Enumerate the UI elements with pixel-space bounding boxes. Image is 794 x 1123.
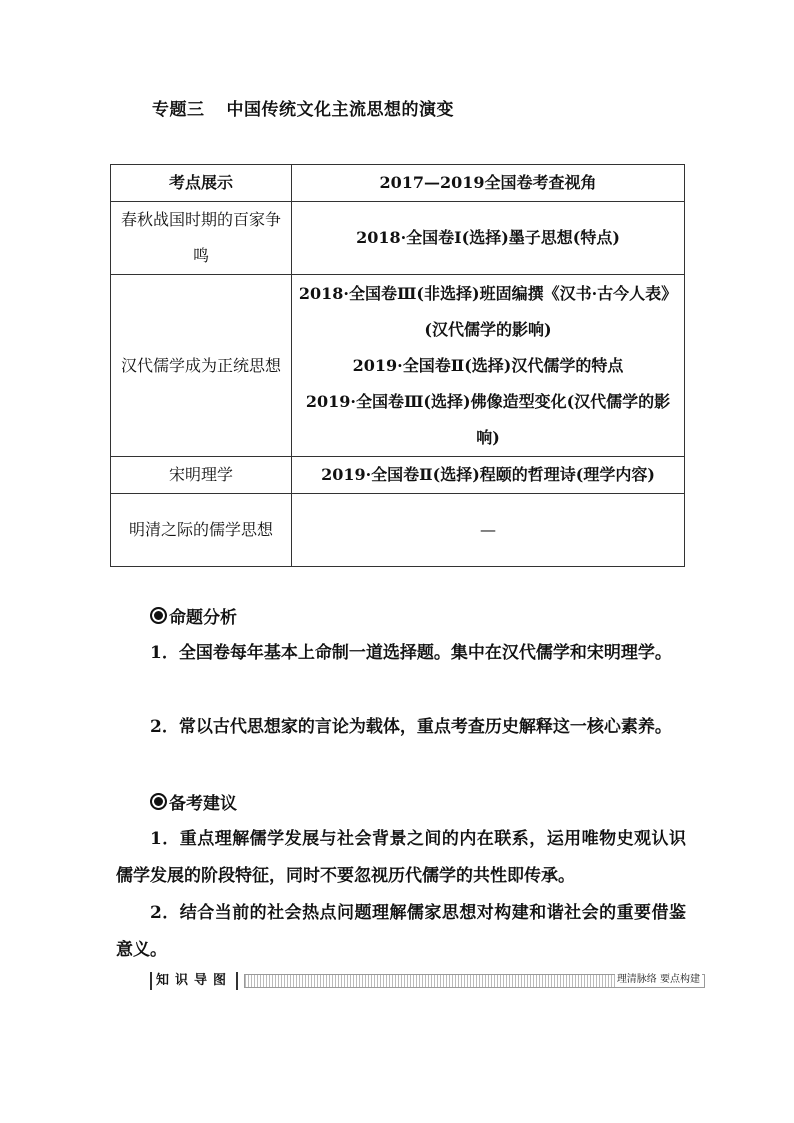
table-cell-detail: — (292, 494, 685, 567)
page-title (152, 95, 454, 120)
section-bar-subtitle: 理清脉络 要点构建 (616, 974, 700, 985)
table-row (111, 457, 685, 494)
advice-paragraph-2: 2．结合当前的社会热点问题理解儒家思想对构建和谐社会的重要借鉴意义。 (116, 903, 686, 960)
analysis-heading-text: 命题分析 (169, 608, 237, 628)
advice-heading-text: 备考建议 (169, 794, 237, 814)
detail-line: 2019·全国卷Ⅱ(选择)汉代儒学的特点 (352, 355, 624, 375)
advice-heading (150, 789, 237, 814)
analysis-paragraph-1: 1．全国卷每年基本上命制一道选择题。集中在汉代儒学和宋明理学。 (150, 643, 672, 663)
advice-paragraph-1: 1．重点理解儒学发展与社会背景之间的内在联系，运用唯物史观认识儒学发展的阶段特征，同时不要忽视历代儒学的共性即传承。 (116, 829, 686, 886)
table-header-exam: 2017—2019全国卷考查视角 (292, 165, 685, 202)
bullet-icon (150, 793, 167, 810)
table-cell-detail (292, 275, 685, 457)
table-row (111, 275, 685, 457)
table-row (111, 202, 685, 275)
detail-line: 2018·全国卷Ⅲ(非选择)班固编撰《汉书·古今人表》(汉代儒学的影响) (298, 283, 678, 339)
bullet-icon (150, 607, 167, 624)
detail-line: 2019·全国卷Ⅲ(选择)佛像造型变化(汉代儒学的影响) (305, 391, 671, 447)
table-cell-topic: 春秋战国时期的百家争鸣 (111, 202, 292, 275)
topic-number: 专题三 (152, 100, 205, 120)
table-cell-topic: 明清之际的儒学思想 (111, 494, 292, 567)
exam-points-table (110, 164, 685, 567)
analysis-paragraph-2: 2．常以古代思想家的言论为载体，重点考查历史解释这一核心素养。 (150, 717, 672, 737)
topic-title: 中国传统文化主流思想的演变 (226, 100, 454, 120)
table-cell-detail: 2019·全国卷Ⅱ(选择)程颐的哲理诗(理学内容) (292, 457, 685, 494)
section-bar-title: 知识导图 (150, 972, 238, 990)
table-cell-topic: 宋明理学 (111, 457, 292, 494)
table-cell-detail: 2018·全国卷Ⅰ(选择)墨子思想(特点) (292, 202, 685, 275)
table-cell-topic: 汉代儒学成为正统思想 (111, 275, 292, 457)
section-bar (150, 972, 705, 990)
table-header-row (111, 165, 685, 202)
analysis-heading (150, 603, 237, 628)
table-row (111, 494, 685, 567)
section-bar-fill (244, 974, 705, 988)
table-header-topic: 考点展示 (111, 165, 292, 202)
